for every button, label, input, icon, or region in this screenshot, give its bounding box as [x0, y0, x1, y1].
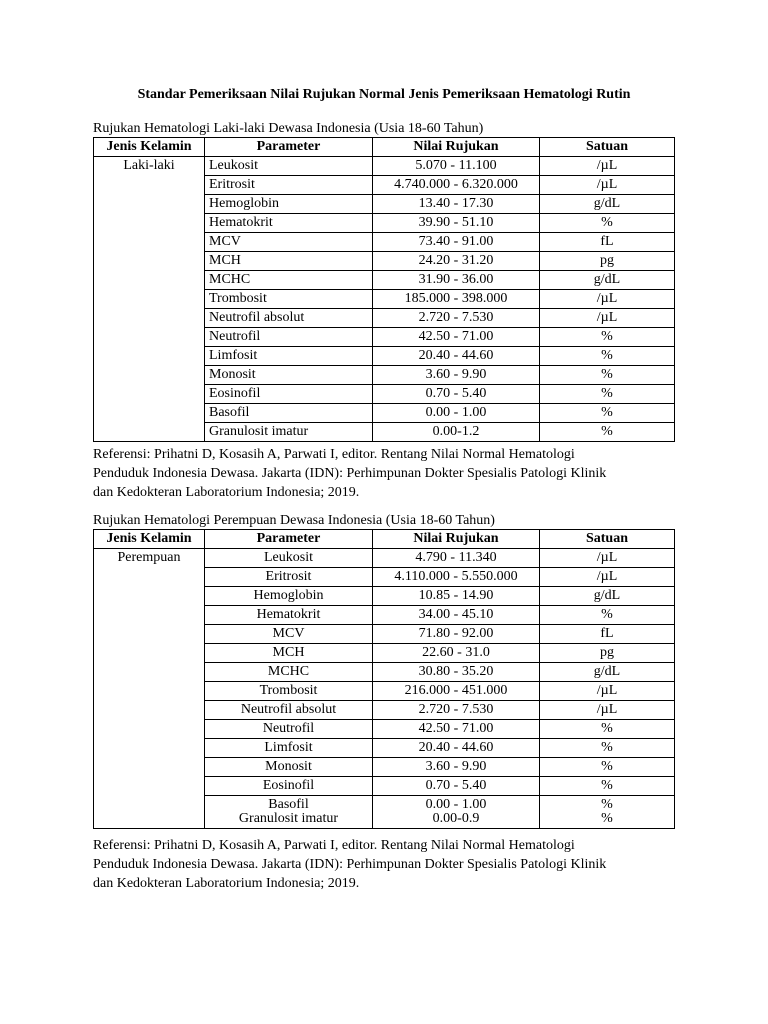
value-cell: 42.50 - 71.00 — [373, 720, 540, 739]
unit-cell: /µL — [540, 682, 675, 701]
parameter-cell: Basofil — [205, 404, 373, 423]
value-cell: 0.00-1.2 — [373, 423, 540, 442]
page-title: Standar Pemeriksaan Nilai Rujukan Normal Jenis Pemeriksaan Hematologi Rutin — [137, 87, 631, 102]
unit-cell: % — [540, 347, 675, 366]
value-cell: 0.70 - 5.40 — [373, 385, 540, 404]
parameter-cell: MCH — [205, 644, 373, 663]
parameter-cell: MCHC — [205, 271, 373, 290]
unit-cell: /µL — [540, 701, 675, 720]
header-value: Nilai Rujukan — [373, 530, 540, 549]
header-unit: Satuan — [540, 138, 675, 157]
value-cell: 34.00 - 45.10 — [373, 606, 540, 625]
value-cell: 3.60 - 9.90 — [373, 758, 540, 777]
parameter-cell: Eritrosit — [205, 176, 373, 195]
unit-cell: % — [540, 739, 675, 758]
value-cell: 42.50 - 71.00 — [373, 328, 540, 347]
parameter-cell: Hematokrit — [205, 214, 373, 233]
unit-cell: g/dL — [540, 663, 675, 682]
parameter-cell: Granulosit imatur — [205, 423, 373, 442]
value-cell: 0.00 - 1.00 — [373, 404, 540, 423]
reference-line: Referensi: Prihatni D, Kosasih A, Parwati I, editor. Rentang Nilai Normal Hematologi — [93, 838, 575, 853]
parameter-cell: Neutrofil absolut — [205, 309, 373, 328]
unit-cell: % — [540, 404, 675, 423]
value-line: 0.00-0.9 — [432, 811, 480, 826]
value-cell: 31.90 - 36.00 — [373, 271, 540, 290]
male-table-caption: Rujukan Hematologi Laki-laki Dewasa Indonesia (Usia 18-60 Tahun) — [93, 121, 484, 136]
unit-cell: % — [540, 720, 675, 739]
unit-cell: pg — [540, 644, 675, 663]
value-cell: 185.000 - 398.000 — [373, 290, 540, 309]
value-cell: 216.000 - 451.000 — [373, 682, 540, 701]
parameter-cell: MCV — [205, 625, 373, 644]
unit-cell: /µL — [540, 549, 675, 568]
parameter-cell: Leukosit — [205, 549, 373, 568]
header-unit: Satuan — [540, 530, 675, 549]
unit-cell: /µL — [540, 309, 675, 328]
value-cell — [373, 796, 540, 829]
parameter-cell: MCHC — [205, 663, 373, 682]
unit-cell: /µL — [540, 290, 675, 309]
value-cell: 0.70 - 5.40 — [373, 777, 540, 796]
female-reference-table — [93, 529, 675, 829]
unit-cell: % — [540, 777, 675, 796]
value-cell: 20.40 - 44.60 — [373, 739, 540, 758]
reference-line: Referensi: Prihatni D, Kosasih A, Parwati I, editor. Rentang Nilai Normal Hematologi — [93, 447, 575, 462]
value-cell: 73.40 - 91.00 — [373, 233, 540, 252]
reference-line: Penduduk Indonesia Dewasa. Jakarta (IDN): Perhimpunan Dokter Spesialis Patologi Klinik — [93, 466, 607, 481]
unit-cell: g/dL — [540, 587, 675, 606]
header-gender: Jenis Kelamin — [94, 530, 205, 549]
unit-cell: g/dL — [540, 271, 675, 290]
value-cell: 2.720 - 7.530 — [373, 309, 540, 328]
parameter-cell: Hematokrit — [205, 606, 373, 625]
unit-cell: /µL — [540, 176, 675, 195]
unit-cell: % — [540, 214, 675, 233]
female-reference-note — [93, 836, 674, 893]
value-cell: 22.60 - 31.0 — [373, 644, 540, 663]
parameter-cell: Limfosit — [205, 347, 373, 366]
value-cell: 4.740.000 - 6.320.000 — [373, 176, 540, 195]
value-cell: 71.80 - 92.00 — [373, 625, 540, 644]
parameter-cell: Trombosit — [205, 682, 373, 701]
unit-cell: % — [540, 366, 675, 385]
parameter-cell: Neutrofil — [205, 328, 373, 347]
table-row — [94, 549, 675, 568]
table-row — [94, 157, 675, 176]
unit-cell: g/dL — [540, 195, 675, 214]
male-reference-note — [93, 445, 674, 502]
gender-cell: Perempuan — [94, 549, 205, 829]
unit-line: % — [601, 811, 613, 826]
value-cell: 13.40 - 17.30 — [373, 195, 540, 214]
value-cell: 24.20 - 31.20 — [373, 252, 540, 271]
parameter-cell: Neutrofil — [205, 720, 373, 739]
parameter-cell: Hemoglobin — [205, 195, 373, 214]
parameter-cell: Leukosit — [205, 157, 373, 176]
unit-cell: % — [540, 385, 675, 404]
female-table-caption: Rujukan Hematologi Perempuan Dewasa Indonesia (Usia 18-60 Tahun) — [93, 513, 495, 528]
reference-line: Penduduk Indonesia Dewasa. Jakarta (IDN): Perhimpunan Dokter Spesialis Patologi Klinik — [93, 857, 607, 872]
unit-cell — [540, 796, 675, 829]
parameter-line: Granulosit imatur — [238, 811, 339, 826]
value-line: 0.00 - 1.00 — [425, 797, 487, 812]
table-header-row — [94, 530, 675, 549]
parameter-cell: Hemoglobin — [205, 587, 373, 606]
value-cell: 4.110.000 - 5.550.000 — [373, 568, 540, 587]
value-cell: 39.90 - 51.10 — [373, 214, 540, 233]
unit-cell: % — [540, 328, 675, 347]
unit-cell: fL — [540, 625, 675, 644]
value-cell: 2.720 - 7.530 — [373, 701, 540, 720]
value-cell: 20.40 - 44.60 — [373, 347, 540, 366]
parameter-cell: Monosit — [205, 366, 373, 385]
gender-cell: Laki-laki — [94, 157, 205, 442]
value-cell: 4.790 - 11.340 — [373, 549, 540, 568]
value-cell: 5.070 - 11.100 — [373, 157, 540, 176]
header-parameter: Parameter — [205, 530, 373, 549]
table-header-row — [94, 138, 675, 157]
parameter-cell: Limfosit — [205, 739, 373, 758]
parameter-cell: Eritrosit — [205, 568, 373, 587]
parameter-cell: Trombosit — [205, 290, 373, 309]
unit-cell: /µL — [540, 157, 675, 176]
parameter-cell: Neutrofil absolut — [205, 701, 373, 720]
unit-cell: % — [540, 758, 675, 777]
parameter-cell — [205, 796, 373, 829]
male-reference-table — [93, 137, 675, 442]
unit-cell: % — [540, 423, 675, 442]
header-value: Nilai Rujukan — [373, 138, 540, 157]
parameter-cell: MCH — [205, 252, 373, 271]
header-parameter: Parameter — [205, 138, 373, 157]
parameter-cell: Monosit — [205, 758, 373, 777]
parameter-cell: MCV — [205, 233, 373, 252]
value-cell: 3.60 - 9.90 — [373, 366, 540, 385]
unit-cell: /µL — [540, 568, 675, 587]
reference-line: dan Kedokteran Laboratorium Indonesia; 2019. — [93, 876, 360, 891]
parameter-line: Basofil — [268, 797, 309, 812]
parameter-cell: Eosinofil — [205, 385, 373, 404]
unit-cell: fL — [540, 233, 675, 252]
parameter-cell: Eosinofil — [205, 777, 373, 796]
header-gender: Jenis Kelamin — [94, 138, 205, 157]
value-cell: 10.85 - 14.90 — [373, 587, 540, 606]
value-cell: 30.80 - 35.20 — [373, 663, 540, 682]
unit-cell: % — [540, 606, 675, 625]
unit-line: % — [601, 797, 613, 812]
reference-line: dan Kedokteran Laboratorium Indonesia; 2019. — [93, 485, 360, 500]
unit-cell: pg — [540, 252, 675, 271]
